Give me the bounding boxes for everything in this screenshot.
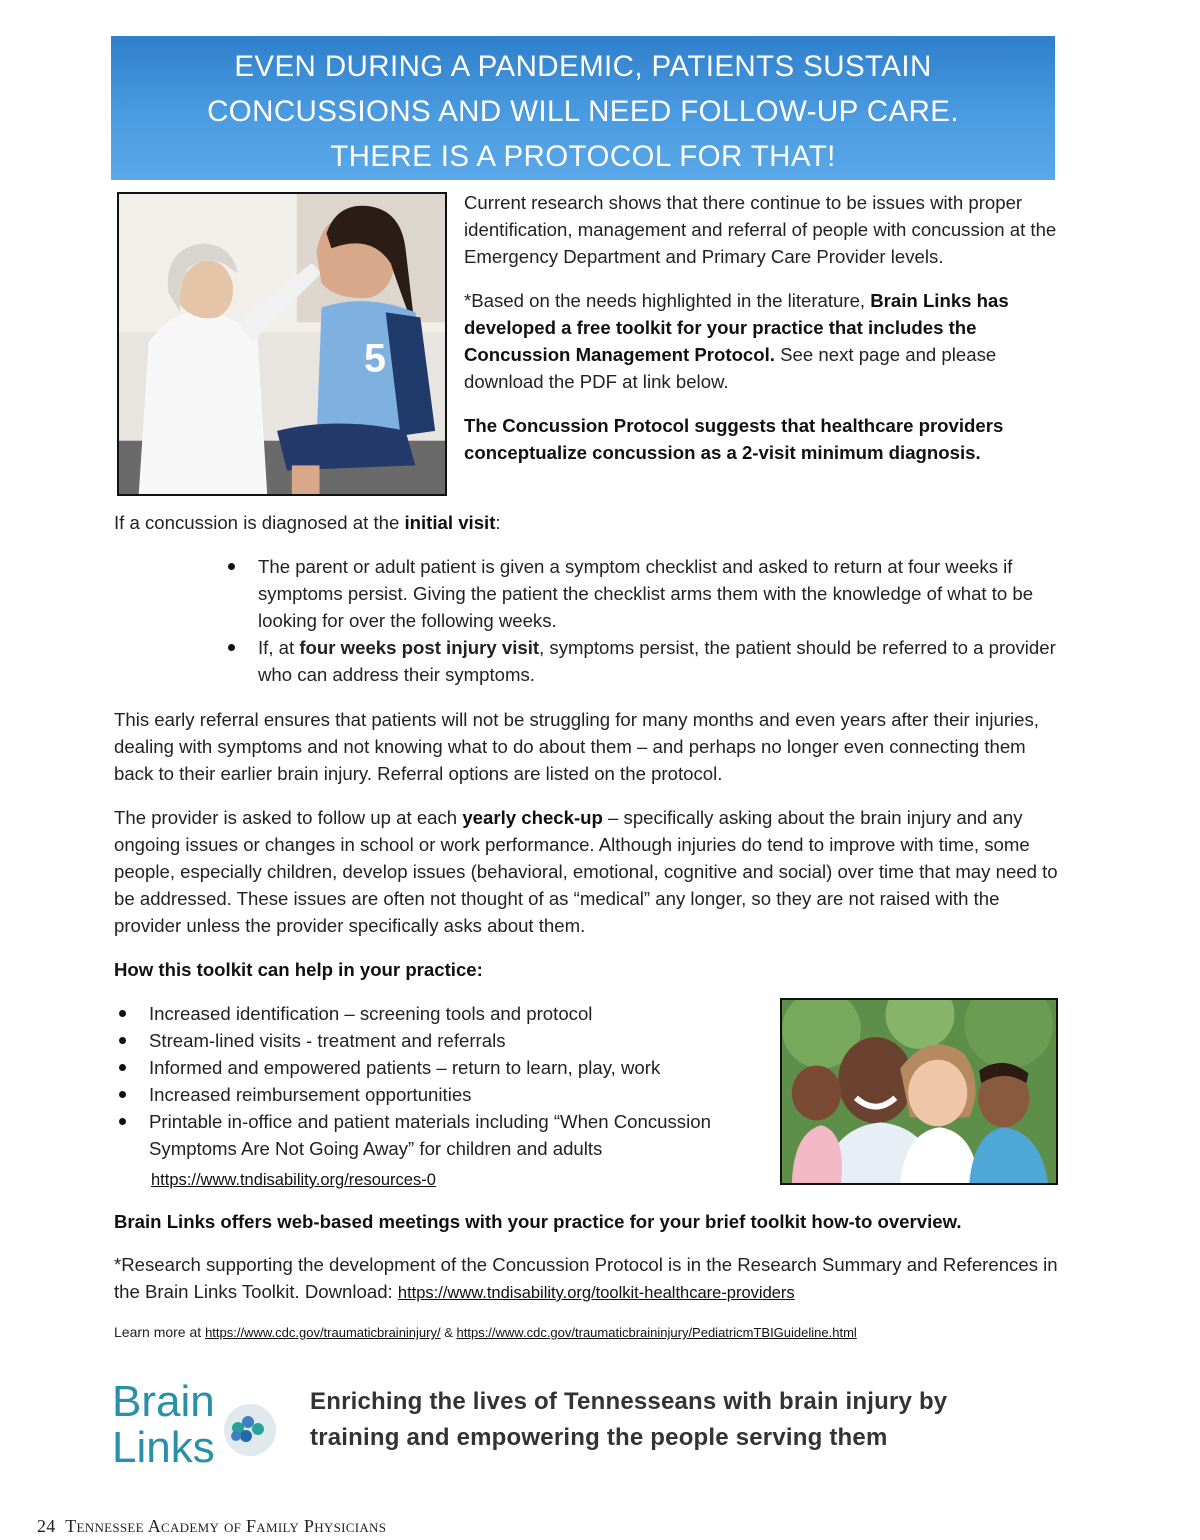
banner-line-2: CONCUSSIONS AND WILL NEED FOLLOW-UP CARE.: [207, 95, 959, 128]
resources-link[interactable]: https://www.tndisability.org/resources-0: [151, 1171, 436, 1189]
checkup-lead: The provider is asked to follow up at each: [114, 807, 463, 828]
intro-p3-bold: The Concussion Protocol suggests that healthcare providers conceptualize concussion as a 2-visit minimum diagnosis.: [464, 415, 1004, 463]
learn-more-label: Learn more at: [114, 1324, 206, 1340]
visit-bullet-2-bold: four weeks post injury visit: [299, 637, 540, 658]
intro-p2-tail: See next page and please download the PDF at link below.: [464, 344, 997, 392]
list-item: [222, 553, 1062, 634]
svg-text:5: 5: [363, 336, 386, 381]
logo-word-brain: Brain: [112, 1377, 215, 1426]
toolkit-heading: [114, 956, 814, 983]
doctor-patient-photo: [117, 192, 447, 496]
banner-line-1: EVEN DURING A PANDEMIC, PATIENTS SUSTAIN: [234, 50, 932, 83]
brain-links-logo: [110, 1372, 282, 1472]
banner-line-3: THERE IS A PROTOCOL FOR THAT!: [330, 140, 836, 173]
learn-more-separator: &: [440, 1325, 457, 1340]
page-footer: [37, 1516, 386, 1537]
tagline-line-2: training and empowering the people serving them: [310, 1424, 888, 1451]
visit-bullet-list: [222, 553, 1062, 688]
visit-bullet-2-lead: If, at: [258, 637, 300, 658]
initial-visit-bold: initial visit: [404, 512, 496, 533]
logo-word-links: Links: [112, 1423, 215, 1472]
footer-org: Tennessee Academy of Family Physicians: [65, 1516, 387, 1536]
tagline-line-1: Enriching the lives of Tennesseans with brain injury by: [310, 1388, 948, 1415]
list-item: Stream-lined visits - treatment and referrals: [113, 1027, 763, 1054]
list-item: Increased identification – screening tools and protocol: [113, 1000, 763, 1027]
list-item: Printable in-office and patient materials including “When Concussion Symptoms Are Not Going Away” for children and adults: [113, 1108, 763, 1162]
intro-paragraph-1: Current research shows that there continue to be issues with proper identification, management and referral of people with concussion at the Emergency Department and Primary Care Provider levels.: [464, 192, 1057, 267]
visit-bullet-1: The parent or adult patient is given a symptom checklist and asked to return at four weeks if symptoms persist. Giving the patient the checklist arms them with the knowledge of what to be looking for over the following weeks.: [258, 556, 1034, 631]
referral-paragraph: This early referral ensures that patients will not be struggling for many months and even years after their injuries, dealing with symptoms and not knowing what to do about them – and perhaps no longer even connecting them back to their earlier brain injury. Referral options are listed on the protocol.: [114, 709, 1039, 784]
page-number: 24: [37, 1516, 56, 1536]
meetings-text: Brain Links offers web-based meetings with your practice for your brief toolkit how-to overview.: [114, 1211, 962, 1232]
intro-text: [464, 189, 1064, 483]
family-photo: [780, 998, 1058, 1185]
intro-paragraph-3: [464, 412, 1064, 466]
checkup-tail: – specifically asking about the brain injury and any ongoing issues or changes in school or work performance. Although injuries do tend to improve with time, some people, especially children, develop issues (behavioral, emotional, cognitive and social) over time that may need to be addressed. These issues are often not thought of as “medical” any longer, so they are not raised with the provider unless the provider specifically asks about them.: [114, 807, 1058, 936]
research-paragraph: [114, 1251, 1074, 1307]
research-text: *Research supporting the development of the Concussion Protocol is in the Research Summary and References in the Brain Links Toolkit. Download:: [114, 1254, 1058, 1302]
tagline: [310, 1384, 947, 1456]
list-item: [222, 634, 1062, 688]
toolkit-download-link[interactable]: https://www.tndisability.org/toolkit-healthcare-providers: [397, 1284, 795, 1302]
intro-p2-bold: Brain Links has developed a free toolkit for your practice that includes the Concussion Management Protocol.: [464, 290, 1009, 365]
visit-bullet-2-tail: , symptoms persist, the patient should be referred to a provider who can address their symptoms.: [258, 637, 1056, 685]
toolkit-bullet-list: [113, 1000, 763, 1162]
list-item: Increased reimbursement opportunities: [113, 1081, 763, 1108]
checkup-paragraph: [114, 804, 1066, 939]
cdc-pediatric-guideline-link[interactable]: https://www.cdc.gov/traumaticbraininjury/PediatricmTBIGuideline.html: [456, 1325, 857, 1340]
list-item: Informed and empowered patients – return to learn, play, work: [113, 1054, 763, 1081]
toolkit-heading-text: How this toolkit can help in your practice:: [114, 959, 483, 980]
initial-visit-tail: :: [495, 512, 501, 533]
initial-visit-line: [114, 509, 1064, 536]
learn-more-line: [114, 1322, 1074, 1343]
intro-paragraph-2: [464, 287, 1064, 395]
cdc-tbi-link[interactable]: https://www.cdc.gov/traumaticbraininjury/: [205, 1325, 441, 1340]
intro-p2-lead: *Based on the needs highlighted in the literature,: [464, 290, 871, 311]
initial-visit-lead: If a concussion is diagnosed at the: [114, 512, 405, 533]
checkup-bold: yearly check-up: [462, 807, 603, 828]
header-banner: [111, 36, 1055, 180]
meetings-line: [114, 1208, 1074, 1235]
